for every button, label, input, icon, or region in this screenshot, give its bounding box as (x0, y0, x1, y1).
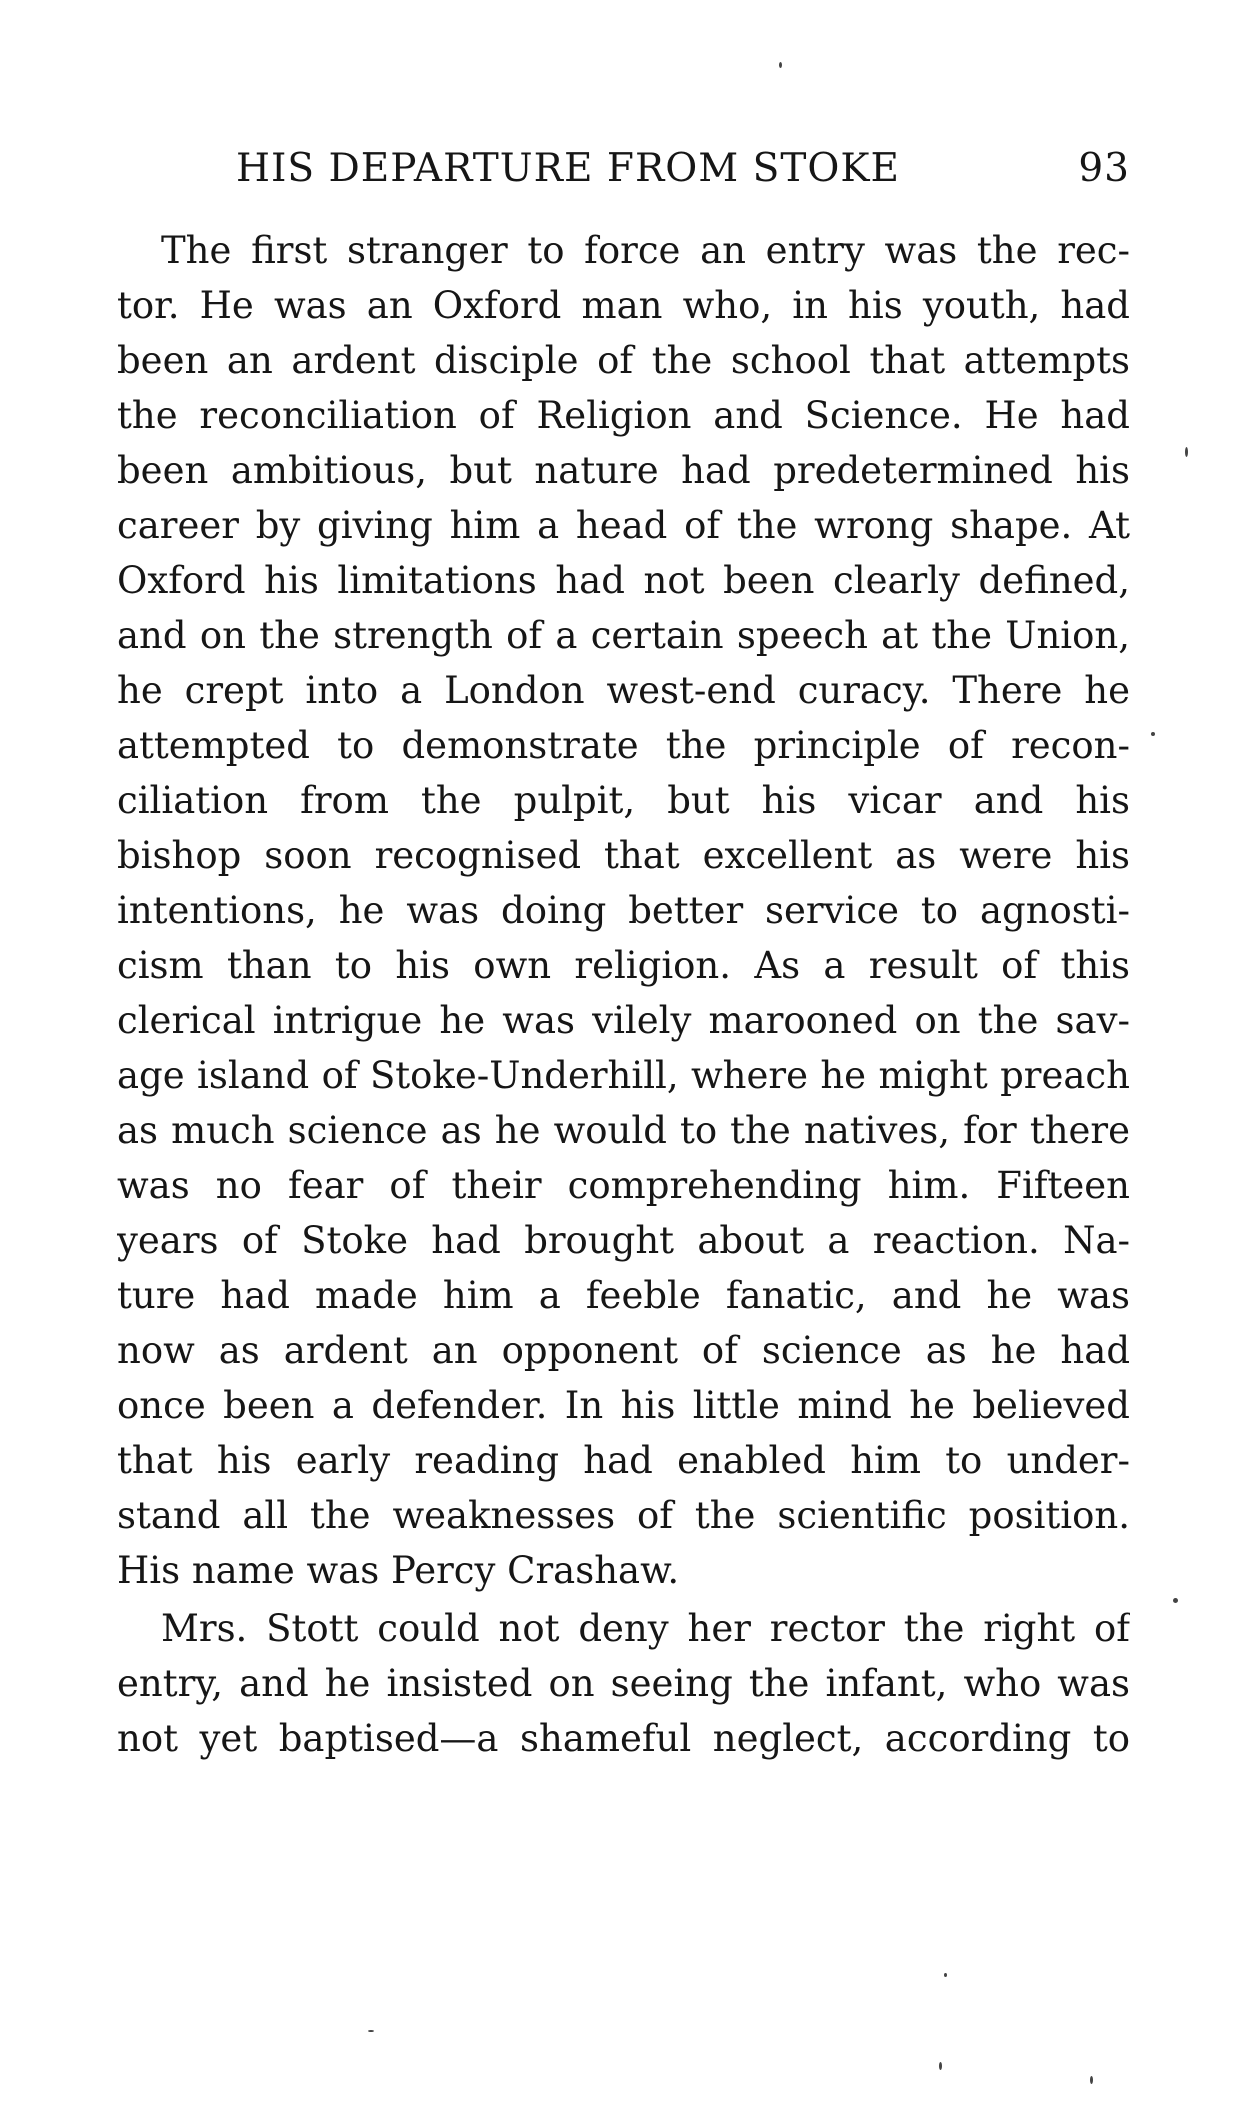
scan-speck (939, 2062, 942, 2070)
text-line: The first stranger to force an entry was the rec- (161, 229, 1130, 272)
text-line: once been a defender. In his little mind he believed (117, 1384, 1130, 1427)
text-line: Oxford his limitations had not been clearly defined, (117, 559, 1130, 602)
body-text (117, 223, 1130, 1766)
paragraph-1 (117, 223, 1130, 1598)
text-line: His name was Percy Crashaw. (117, 1549, 680, 1592)
text-line: stand all the weaknesses of the scientific position. (117, 1494, 1130, 1537)
text-line: entry, and he insisted on seeing the infant, who was (117, 1662, 1130, 1705)
text-line: was no fear of their comprehending him. Fifteen (117, 1164, 1130, 1207)
text-line: been ambitious, but nature had predetermined his (117, 449, 1130, 492)
text-line: age island of Stoke-Underhill, where he might preach (117, 1054, 1130, 1097)
text-line: and on the strength of a certain speech at the Union, (117, 614, 1130, 657)
text-line: not yet baptised—a shameful neglect, according to (117, 1717, 1130, 1760)
text-line: Mrs. Stott could not deny her rector the right of (161, 1607, 1130, 1650)
text-line: bishop soon recognised that excellent as were his (117, 834, 1130, 877)
page-number: 93 (1078, 146, 1130, 191)
text-line: tor. He was an Oxford man who, in his youth, had (117, 284, 1130, 327)
scan-speck (1173, 1598, 1178, 1603)
scan-speck (1185, 447, 1188, 457)
scan-speck (944, 1973, 947, 1977)
scan-speck (1090, 2076, 1093, 2084)
text-line: the reconciliation of Religion and Science. He had (117, 394, 1130, 437)
text-line: as much science as he would to the natives, for there (117, 1109, 1130, 1152)
text-line: clerical intrigue he was vilely marooned on the sav- (117, 999, 1130, 1042)
running-head (236, 143, 1130, 195)
scan-speck (779, 62, 782, 68)
text-line: career by giving him a head of the wrong shape. At (117, 504, 1130, 547)
text-line: intentions, he was doing better service to agnosti- (117, 889, 1130, 932)
chapter-title: HIS DEPARTURE FROM STOKE (236, 146, 900, 191)
text-line: years of Stoke had brought about a reaction. Na- (117, 1219, 1130, 1262)
text-line: been an ardent disciple of the school that attempts (117, 339, 1130, 382)
text-line: ciliation from the pulpit, but his vicar and his (117, 779, 1130, 822)
text-line: attempted to demonstrate the principle of recon- (117, 724, 1130, 767)
text-line: he crept into a London west-end curacy. There he (117, 669, 1130, 712)
text-line: cism than to his own religion. As a result of this (117, 944, 1130, 987)
scan-speck (1151, 732, 1155, 736)
text-line: now as ardent an opponent of science as he had (117, 1329, 1130, 1372)
text-line: ture had made him a feeble fanatic, and he was (117, 1274, 1130, 1317)
paragraph-2 (117, 1601, 1130, 1766)
text-line: that his early reading had enabled him to under- (117, 1439, 1130, 1482)
scan-speck (368, 2030, 374, 2032)
